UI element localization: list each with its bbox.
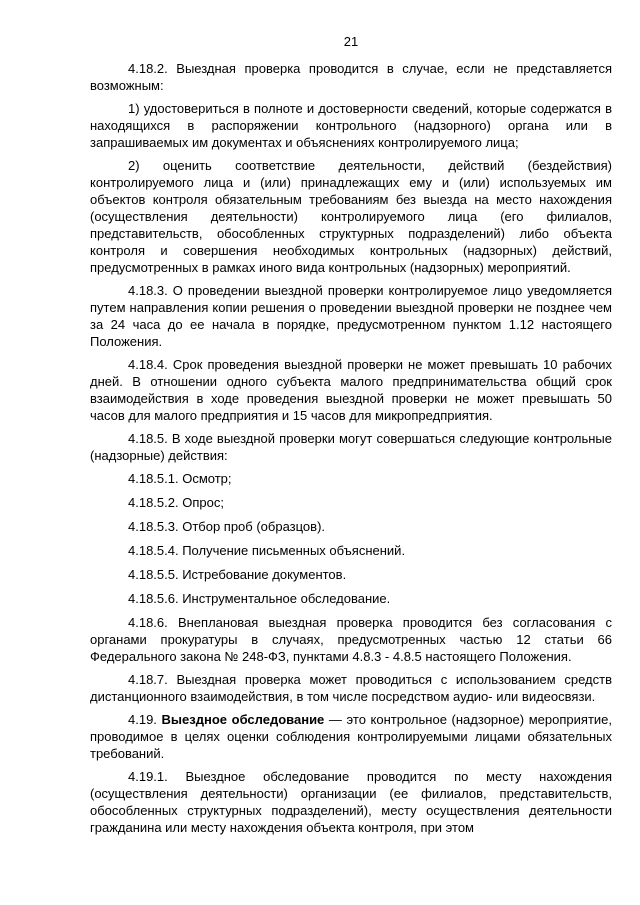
paragraph-4-18-5-4: 4.18.5.4. Получение письменных объяснений. xyxy=(128,543,406,558)
document-body xyxy=(90,60,612,842)
paragraph-item-1: 1) удостовериться в полноте и достоверности сведений, которые содержатся в находящихся в распоряжении контрольного (надзорного) органа или в запрашиваемых им документах и объяснениях контролируемого лица; xyxy=(90,101,612,150)
term-vyezdnoe-obsledovanie: Выездное обследование xyxy=(161,712,325,727)
paragraph-4-19-text: — это контрольное (надзорное) мероприятие, проводимое в целях оценки соблюдения контролируемыми лицами обязательных требований. xyxy=(90,712,612,761)
paragraph-4-18-7: 4.18.7. Выездная проверка может проводиться с использованием средств дистанционного взаимодействия, в том числе посредством аудио- или видеосвязи. xyxy=(90,672,612,704)
paragraph-4-18-5-5: 4.18.5.5. Истребование документов. xyxy=(128,567,347,582)
page-number: 21 xyxy=(343,34,359,49)
paragraph-4-18-3: 4.18.3. О проведении выездной проверки контролируемое лицо уведомляется путем направления копии решения о проведении выездной проверки не позднее чем за 24 часа до ее начала в порядке, предусмотренном пунктом 1.12 настоящего Положения. xyxy=(90,283,612,349)
paragraph-4-18-5-3: 4.18.5.3. Отбор проб (образцов). xyxy=(128,519,326,534)
paragraph-4-19-prefix: 4.19. xyxy=(128,712,162,727)
paragraph-4-18-5-2: 4.18.5.2. Опрос; xyxy=(128,495,224,510)
paragraph-4-18-6: 4.18.6. Внеплановая выездная проверка проводится без согласования с органами прокуратуры в случаях, предусмотренных частью 12 статьи 66 Федерального закона № 248-ФЗ, пунктами 4.8.3 - 4.8.5 настоящего Положения. xyxy=(90,615,612,664)
paragraph-4-19-1: 4.19.1. Выездное обследование проводится по месту нахождения (осуществления деятельности) организации (ее филиалов, представительств, обособленных структурных подразделений), месту осуществления деятельности гражданина или месту нахождения объекта контроля, при этом xyxy=(90,769,612,835)
paragraph-4-18-2: 4.18.2. Выездная проверка проводится в случае, если не представляется возможным: xyxy=(90,61,612,93)
paragraph-4-18-5: 4.18.5. В ходе выездной проверки могут совершаться следующие контрольные (надзорные) действия: xyxy=(90,431,612,463)
paragraph-item-2: 2) оценить соответствие деятельности, действий (бездействия) контролируемого лица и (или) принадлежащих ему и (или) используемых им объектов контроля обязательным требованиям без выезда на место нахождения (осуществления деятельности) контролируемого лица (его филиалов, представительств, обособленных структурных подразделений) либо объекта контроля и совершения необходимых контрольных (надзорных) действий, предусмотренных в рамках иного вида контрольных (надзорных) мероприятий. xyxy=(90,158,612,275)
paragraph-4-18-4: 4.18.4. Срок проведения выездной проверки не может превышать 10 рабочих дней. В отношении одного субъекта малого предпринимательства общий срок взаимодействия в ходе проведения выездной проверки не может превышать 50 часов для малого предприятия и 15 часов для микропредприятия. xyxy=(90,357,612,423)
paragraph-4-18-5-6: 4.18.5.6. Инструментальное обследование. xyxy=(128,591,391,606)
paragraph-4-19 xyxy=(90,711,612,762)
paragraph-4-18-5-1: 4.18.5.1. Осмотр; xyxy=(128,471,232,486)
